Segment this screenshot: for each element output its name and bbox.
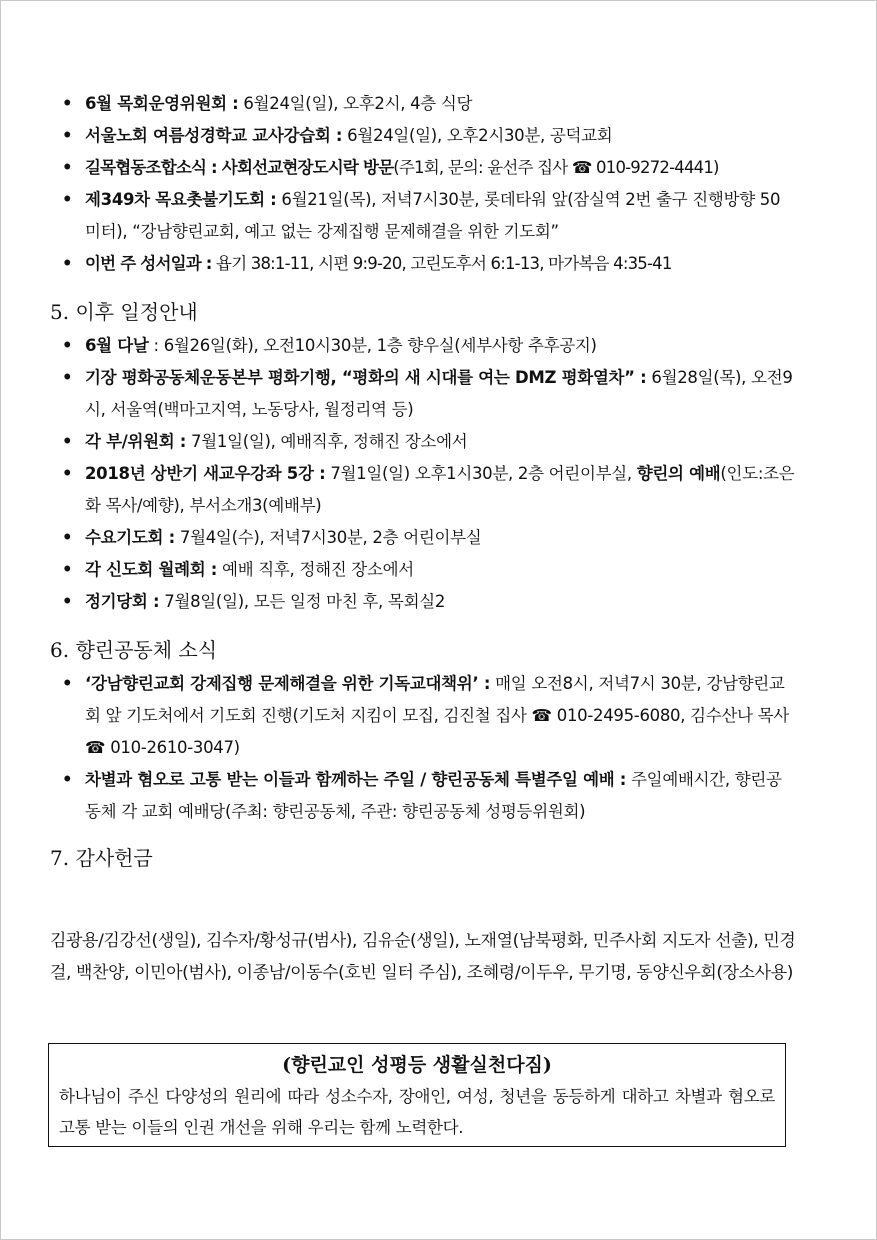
section-heading-schedule: 5. 이후 일정안내 — [50, 300, 198, 324]
item-label: 서울노회 여름성경학교 교사강습회 : — [85, 126, 343, 145]
thanks-offering-text: 김광용/김강선(생일), 김수자/황성규(범사), 김유순(생일), 노재열(남북평화, 민주사회 지도자 선출), 민경걸, 백찬양, 이민아(범사), 이종남/이동수(호빈 일터 주심), 조혜령/이두우, 무기명, 동양신우회(장소사용) — [50, 931, 796, 983]
bullet: • — [62, 126, 73, 145]
bullet: • — [62, 770, 73, 789]
item-text: : 6월26일(화), 오전10시30분, 1층 향우실(세부사항 추후공지) — [148, 336, 597, 355]
item-label: 2018년 상반기 새교우강좌 5강 : — [85, 464, 326, 483]
pledge-body: 하나님이 주신 다양성의 원리에 따라 성소수자, 장애인, 여성, 청년을 동등하게 대하고 차별과 혐오로 고통 받는 이들의 인권 개선을 위해 우리는 함께 노력한다. — [59, 1087, 775, 1137]
item-text: (주1회, 문의: 윤선주 집사 ☎ 010-9272-4441) — [393, 158, 719, 177]
item-text: 7월1일(일), 예배직후, 정해진 장소에서 — [186, 432, 468, 451]
item-text: 매일 오전8시, 저녁7시 30분, 강남향린교회 앞 기도처에서 기도회 진행(기도처 지킴이 모집, 김진철 집사 ☎ 010-2495-6080, 김수산나 목사 ☎ 010-2610-3047) — [85, 674, 789, 757]
item-text: 6월24일(일), 오후2시, 4층 식당 — [238, 94, 473, 113]
item-label-secondary: 향린의 예배 — [636, 464, 721, 483]
item-label: 6월 목회운영위원회 : — [85, 94, 239, 113]
pledge-title: (향린교인 성평등 생활실천다짐) — [282, 1054, 552, 1076]
bullet: • — [62, 94, 73, 113]
bullet: • — [62, 674, 73, 693]
list-item — [50, 184, 795, 248]
item-text: 주일예배시간, 향린공동체 각 교회 예배당(주최: 향린공동체, 주관: 향린공동체 성평등위원회) — [85, 770, 782, 821]
list-item — [50, 330, 795, 362]
bullet: • — [62, 432, 73, 451]
item-label: ‘강남향린교회 강제집행 문제해결을 위한 기독교대책위’ : — [85, 674, 491, 693]
list-item — [50, 120, 795, 152]
bullet: • — [62, 464, 73, 483]
bulletin-content — [50, 88, 795, 874]
list-item — [50, 668, 795, 764]
item-text: 욥기 38:1-11, 시편 9:9-20, 고린도후서 6:1-13, 마가복음 4:35-41 — [211, 254, 672, 273]
list-item — [50, 426, 795, 458]
item-text: 예배 직후, 정해진 장소에서 — [217, 560, 414, 579]
item-label: 정기당회 : — [85, 592, 160, 611]
item-label: 길목협동조합소식 : 사회선교현장도시락 방문 — [85, 158, 394, 177]
bullet: • — [62, 254, 72, 273]
bullet: • — [62, 190, 73, 209]
bullet: • — [62, 560, 73, 579]
list-item — [50, 362, 795, 426]
list-item — [50, 586, 795, 618]
list-item — [50, 248, 795, 280]
community-news-list — [50, 668, 795, 828]
list-item — [50, 152, 795, 184]
item-text: 6월28일(목), 오전9시, 서울역(백마고지역, 노동당사, 월정리역 등) — [85, 368, 793, 419]
item-label: 각 부/위원회 : — [85, 432, 187, 451]
item-text: 6월24일(일), 오후2시30분, 공덕교회 — [342, 126, 613, 145]
item-text-secondary: (인도:조은화 목사/예향), 부서소개3(예배부) — [85, 464, 795, 515]
bullet: • — [62, 592, 73, 611]
pledge-box — [48, 1043, 786, 1147]
section-heading-community-news: 6. 향린공동체 소식 — [50, 638, 218, 662]
item-label: 각 신도회 월례회 : — [85, 560, 218, 579]
list-item — [50, 88, 795, 120]
bullet: • — [62, 336, 73, 355]
top-items-list — [50, 88, 795, 280]
item-text: 7월4일(수), 저녁7시30분, 2층 어린이부실 — [174, 528, 482, 547]
bullet: • — [62, 528, 73, 547]
item-label: 수요기도회 : — [85, 528, 175, 547]
list-item — [50, 554, 795, 586]
item-text: 6월21일(목), 저녁7시30분, 롯데타워 앞(잠실역 2번 출구 진행방향 50미터), “강남향린교회, 예고 없는 강제집행 문제해결을 위한 기도회” — [85, 190, 781, 241]
list-item — [50, 522, 795, 554]
item-label: 제349차 목요촛불기도회 : — [85, 190, 277, 209]
list-item — [50, 764, 795, 828]
item-text: 7월1일(일) 오후1시30분, 2층 어린이부실, — [325, 464, 637, 483]
item-text: 7월8일(일), 모든 일정 마친 후, 목회실2 — [159, 592, 446, 611]
bullet: • — [62, 158, 72, 177]
list-item — [50, 458, 795, 522]
item-label: 기장 평화공동체운동본부 평화기행, “평화의 새 시대를 여는 DMZ 평화열차” : — [85, 368, 647, 387]
item-label: 차별과 혐오로 고통 받는 이들과 함께하는 주일 / 향린공동체 특별주일 예배 : — [85, 770, 627, 789]
schedule-list — [50, 330, 795, 618]
section-heading-thanks-offering: 7. 감사헌금 — [50, 846, 153, 870]
item-label: 6월 다날 — [85, 336, 149, 355]
bullet: • — [62, 368, 73, 387]
item-label: 이번 주 성서일과 : — [85, 254, 212, 273]
